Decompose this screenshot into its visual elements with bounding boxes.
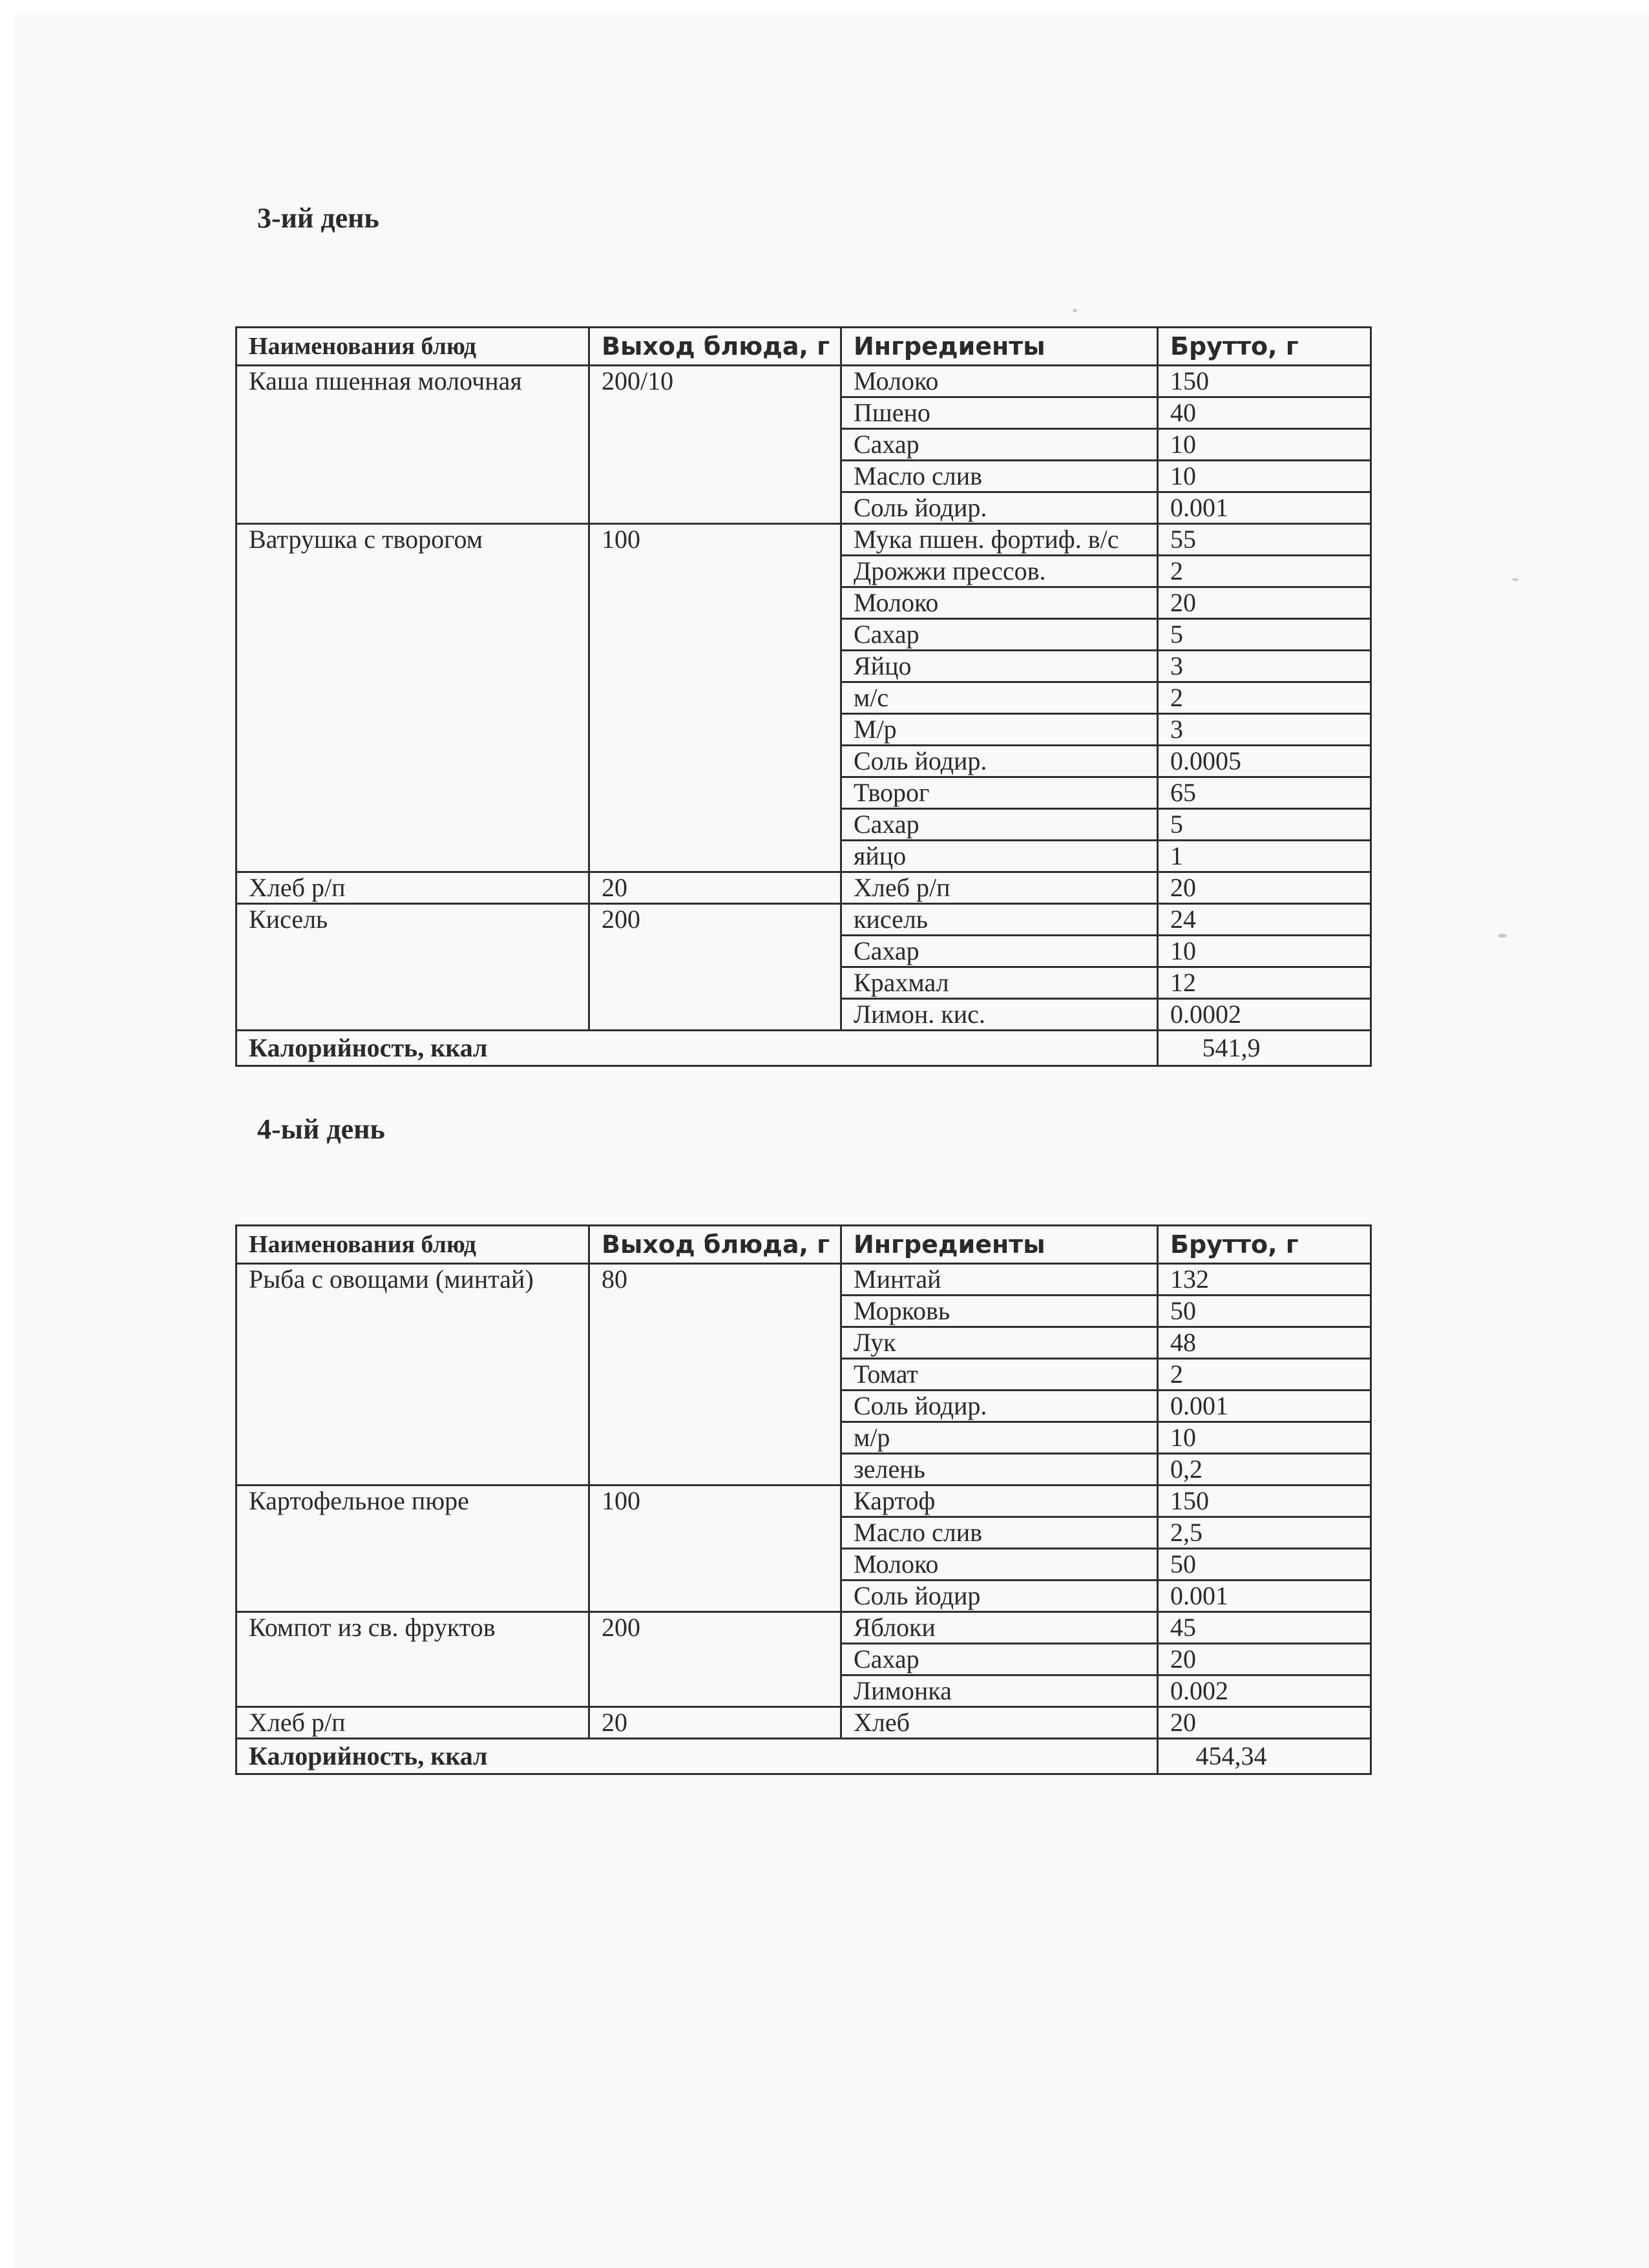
ingredient-brutto-cell: 65 [1158,777,1371,809]
ingredient-brutto-cell: 40 [1158,397,1371,429]
ingredient-name-cell: Картоф [841,1486,1158,1517]
ingredient-name-cell: Томат [841,1359,1158,1391]
ingredient-name-cell: Дрожжи прессов. [841,556,1158,587]
ingredients-header: Ингредиенты [841,328,1158,366]
ingredient-brutto-cell: 3 [1158,651,1371,682]
ingredient-brutto-cell: 0.001 [1158,1580,1371,1612]
ingredient-name-cell: Масло слив [841,461,1158,492]
scan-speck [1498,934,1507,938]
scan-speck [1512,578,1518,581]
ingredient-name-cell: Крахмал [841,967,1158,999]
table-row [236,1486,1371,1517]
ingredient-brutto-cell: 48 [1158,1327,1371,1359]
ingredient-name-cell: Масло слив [841,1517,1158,1549]
ingredient-brutto-cell: 2 [1158,682,1371,714]
day-3-title: 3-ий день [257,202,379,234]
table-row [236,1264,1371,1296]
yield-header: Выход блюда, г [589,328,841,366]
ingredient-brutto-cell: 10 [1158,936,1371,967]
dish-name-cell: Хлеб р/п [236,1707,589,1739]
ingredient-name-cell: Молоко [841,587,1158,619]
day-4-menu-table [235,1224,1372,1775]
ingredient-name-cell: Соль йодир. [841,746,1158,777]
calorie-value: 454,34 [1158,1739,1371,1774]
ingredient-name-cell: Лимонка [841,1675,1158,1707]
dish-name-cell: Ватрушка с творогом [236,524,589,872]
table-row [236,904,1371,936]
ingredient-brutto-cell: 10 [1158,1422,1371,1454]
ingredient-name-cell: зелень [841,1454,1158,1486]
dish-name-cell: Рыба с овощами (минтай) [236,1264,589,1486]
ingredient-brutto-cell: 55 [1158,524,1371,556]
ingredient-brutto-cell: 150 [1158,1486,1371,1517]
scan-speck [1073,309,1077,312]
ingredient-name-cell: Яблоки [841,1612,1158,1644]
ingredient-brutto-cell: 3 [1158,714,1371,746]
dish-name-header: Наименования блюд [236,1226,589,1264]
ingredient-brutto-cell: 0.0005 [1158,746,1371,777]
ingredient-name-cell: Хлеб р/п [841,872,1158,904]
ingredient-name-cell: Морковь [841,1296,1158,1327]
ingredient-name-cell: Лук [841,1327,1158,1359]
ingredient-brutto-cell: 50 [1158,1296,1371,1327]
calorie-label: Калорийность, ккал [236,1739,1158,1774]
ingredient-name-cell: кисель [841,904,1158,936]
ingredient-name-cell: Сахар [841,1644,1158,1675]
ingredient-brutto-cell: 0.001 [1158,1391,1371,1422]
ingredient-name-cell: м/р [841,1422,1158,1454]
ingredient-name-cell: яйцо [841,841,1158,872]
ingredient-brutto-cell: 10 [1158,429,1371,461]
ingredient-brutto-cell: 132 [1158,1264,1371,1296]
ingredient-name-cell: Пшено [841,397,1158,429]
dish-yield-cell: 80 [589,1264,841,1486]
ingredient-brutto-cell: 0,2 [1158,1454,1371,1486]
ingredient-name-cell: Соль йодир [841,1580,1158,1612]
dish-yield-cell: 200/10 [589,366,841,524]
ingredient-name-cell: Соль йодир. [841,492,1158,524]
ingredient-brutto-cell: 2 [1158,1359,1371,1391]
ingredient-brutto-cell: 0.002 [1158,1675,1371,1707]
day-3-menu-table [235,326,1372,1067]
ingredient-brutto-cell: 50 [1158,1549,1371,1580]
ingredient-name-cell: Молоко [841,1549,1158,1580]
ingredient-brutto-cell: 12 [1158,967,1371,999]
ingredient-name-cell: Молоко [841,366,1158,397]
dish-yield-cell: 100 [589,524,841,872]
ingredient-name-cell: Соль йодир. [841,1391,1158,1422]
ingredient-name-cell: Творог [841,777,1158,809]
ingredient-brutto-cell: 2 [1158,556,1371,587]
table-row [236,366,1371,397]
dish-name-cell: Хлеб р/п [236,872,589,904]
ingredient-brutto-cell: 5 [1158,809,1371,841]
dish-yield-cell: 20 [589,872,841,904]
ingredient-brutto-cell: 20 [1158,1644,1371,1675]
ingredient-brutto-cell: 10 [1158,461,1371,492]
header-row [236,328,1371,366]
ingredient-brutto-cell: 150 [1158,366,1371,397]
dish-name-cell: Кисель [236,904,589,1031]
ingredient-brutto-cell: 20 [1158,872,1371,904]
dish-name-header: Наименования блюд [236,328,589,366]
ingredient-brutto-cell: 45 [1158,1612,1371,1644]
ingredient-brutto-cell: 1 [1158,841,1371,872]
ingredient-brutto-cell: 0.001 [1158,492,1371,524]
table-row [236,524,1371,556]
ingredient-brutto-cell: 2,5 [1158,1517,1371,1549]
ingredient-name-cell: Сахар [841,619,1158,651]
ingredient-name-cell: Яйцо [841,651,1158,682]
calorie-value: 541,9 [1158,1031,1371,1066]
dish-name-cell: Компот из св. фруктов [236,1612,589,1707]
ingredient-name-cell: Сахар [841,809,1158,841]
ingredient-brutto-cell: 5 [1158,619,1371,651]
dish-yield-cell: 200 [589,904,841,1031]
calorie-label: Калорийность, ккал [236,1031,1158,1066]
ingredient-name-cell: Лимон. кис. [841,999,1158,1031]
ingredient-name-cell: Минтай [841,1264,1158,1296]
ingredient-name-cell: Хлеб [841,1707,1158,1739]
ingredient-name-cell: М/р [841,714,1158,746]
ingredient-name-cell: Мука пшен. фортиф. в/с [841,524,1158,556]
brutto-header: Брутто, г [1158,1226,1371,1264]
ingredient-name-cell: Сахар [841,429,1158,461]
dish-yield-cell: 20 [589,1707,841,1739]
ingredient-brutto-cell: 20 [1158,1707,1371,1739]
ingredient-brutto-cell: 24 [1158,904,1371,936]
ingredient-name-cell: м/с [841,682,1158,714]
calorie-row [236,1739,1371,1774]
header-row [236,1226,1371,1264]
table-row [236,1707,1371,1739]
ingredients-header: Ингредиенты [841,1226,1158,1264]
dish-name-cell: Каша пшенная молочная [236,366,589,524]
ingredient-brutto-cell: 20 [1158,587,1371,619]
ingredient-brutto-cell: 0.0002 [1158,999,1371,1031]
table-row [236,1612,1371,1644]
brutto-header: Брутто, г [1158,328,1371,366]
dish-yield-cell: 100 [589,1486,841,1612]
ingredient-name-cell: Сахар [841,936,1158,967]
table-row [236,872,1371,904]
yield-header: Выход блюда, г [589,1226,841,1264]
day-4-title: 4-ый день [257,1113,385,1145]
dish-name-cell: Картофельное пюре [236,1486,589,1612]
dish-yield-cell: 200 [589,1612,841,1707]
calorie-row [236,1031,1371,1066]
